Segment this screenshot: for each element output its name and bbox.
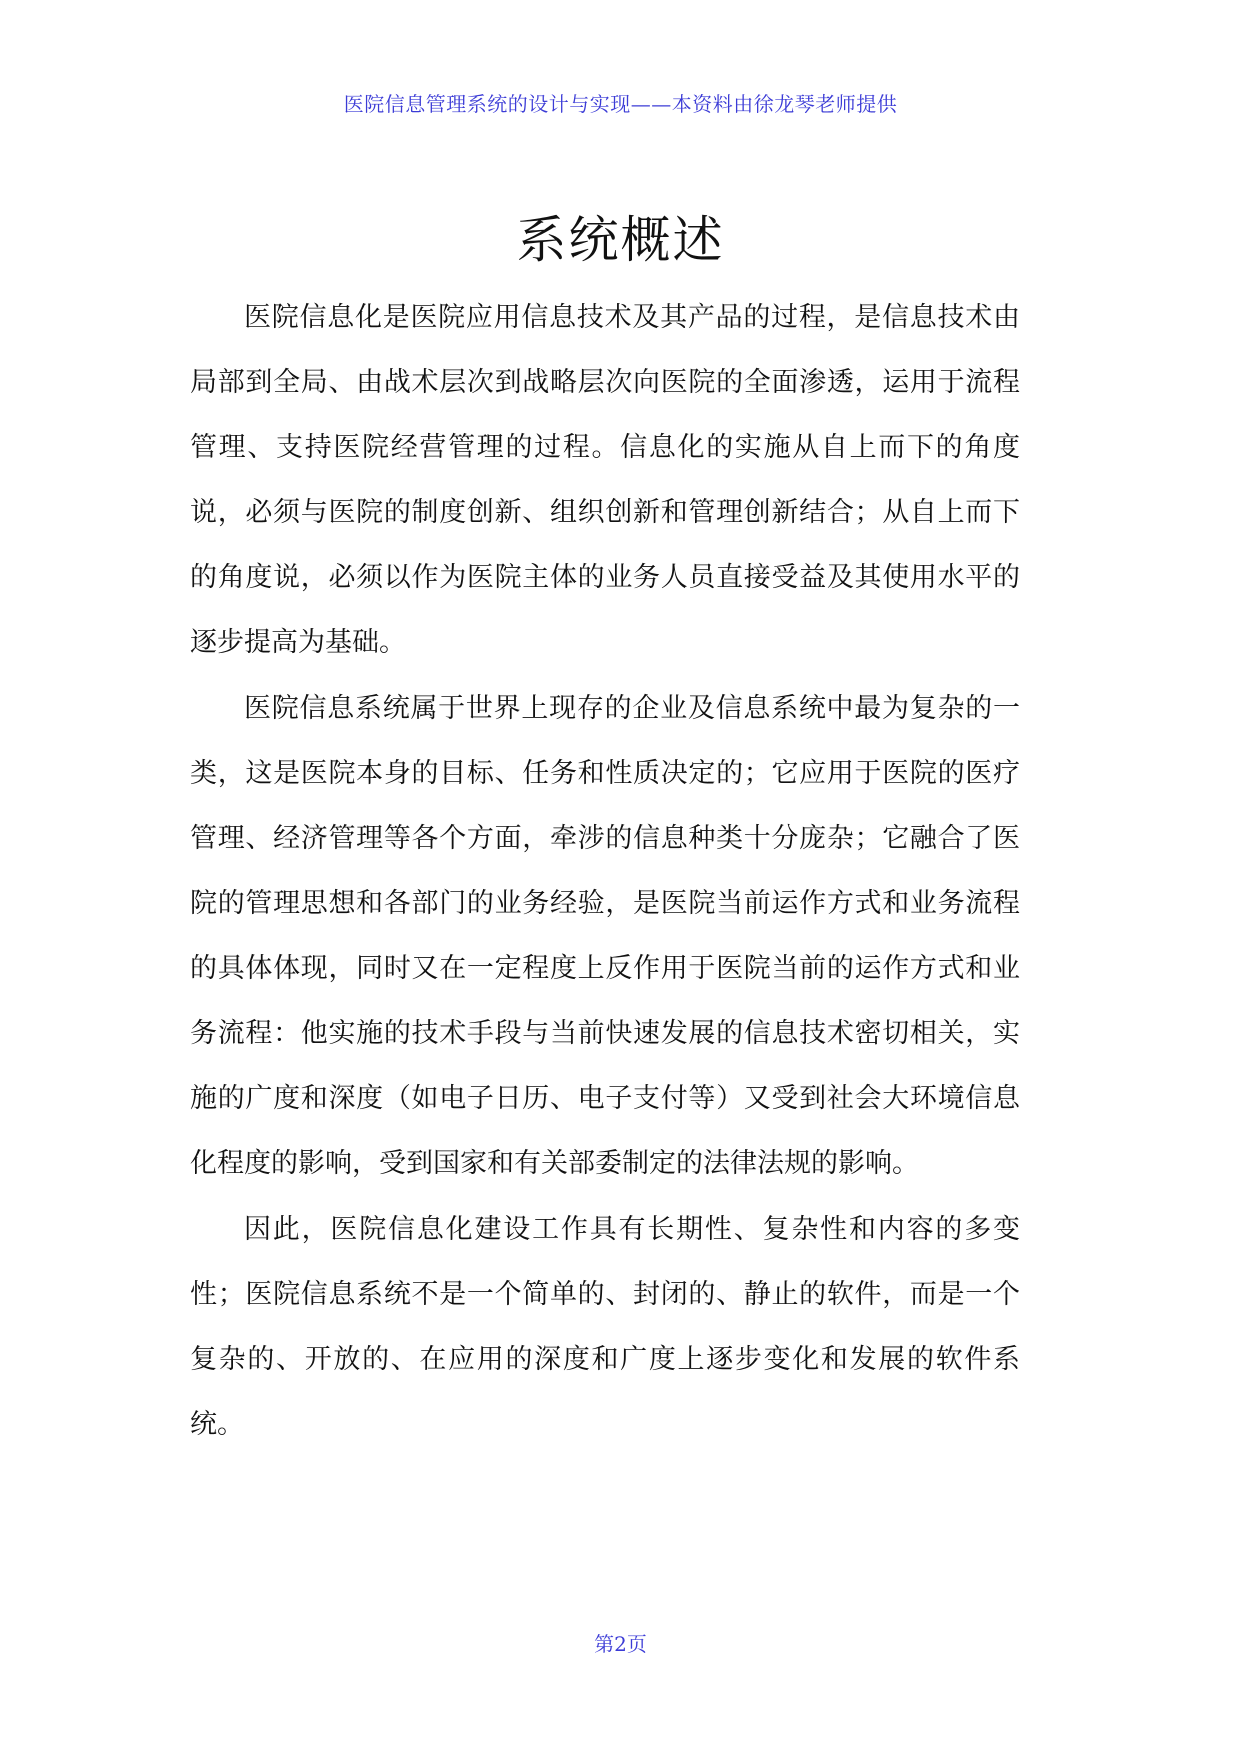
paragraph-3: 因此，医院信息化建设工作具有长期性、复杂性和内容的多变性；医院信息系统不是一个简单的、封闭的、静止的软件，而是一个复杂的、开放的、在应用的深度和广度上逐步变化和发展的软件系统。 [190,1214,1020,1440]
page-header: 医院信息管理系统的设计与实现——本资料由徐龙琴老师提供 [343,92,898,116]
paragraph-2: 医院信息系统属于世界上现存的企业及信息系统中最为复杂的一类，这是医院本身的目标、任务和性质决定的；它应用于医院的医疗管理、经济管理等各个方面，牵涉的信息种类十分庞杂；它融合了医院的管理思想和各部门的业务经验，是医院当前运作方式和业务流程的具体体现，同时又在一定程度上反作用于医院当前的运作方式和业务流程：他实施的技术手段与当前快速发展的信息技术密切相关，实施的广度和深度（如电子日历、电子支付等）又受到社会大环境信息化程度的影响，受到国家和有关部委制定的法律法规的影响。 [190,693,1020,1179]
document-body [190,285,1020,1458]
document-title: 系统概述 [516,211,725,269]
page-number: 第2页 [594,1632,647,1656]
paragraph-1: 医院信息化是医院应用信息技术及其产品的过程，是信息技术由局部到全局、由战术层次到战略层次向医院的全面渗透，运用于流程管理、支持医院经营管理的过程。信息化的实施从自上而下的角度说，必须与医院的制度创新、组织创新和管理创新结合；从自上而下的角度说，必须以作为医院主体的业务人员直接受益及其使用水平的逐步提高为基础。 [190,302,1020,658]
